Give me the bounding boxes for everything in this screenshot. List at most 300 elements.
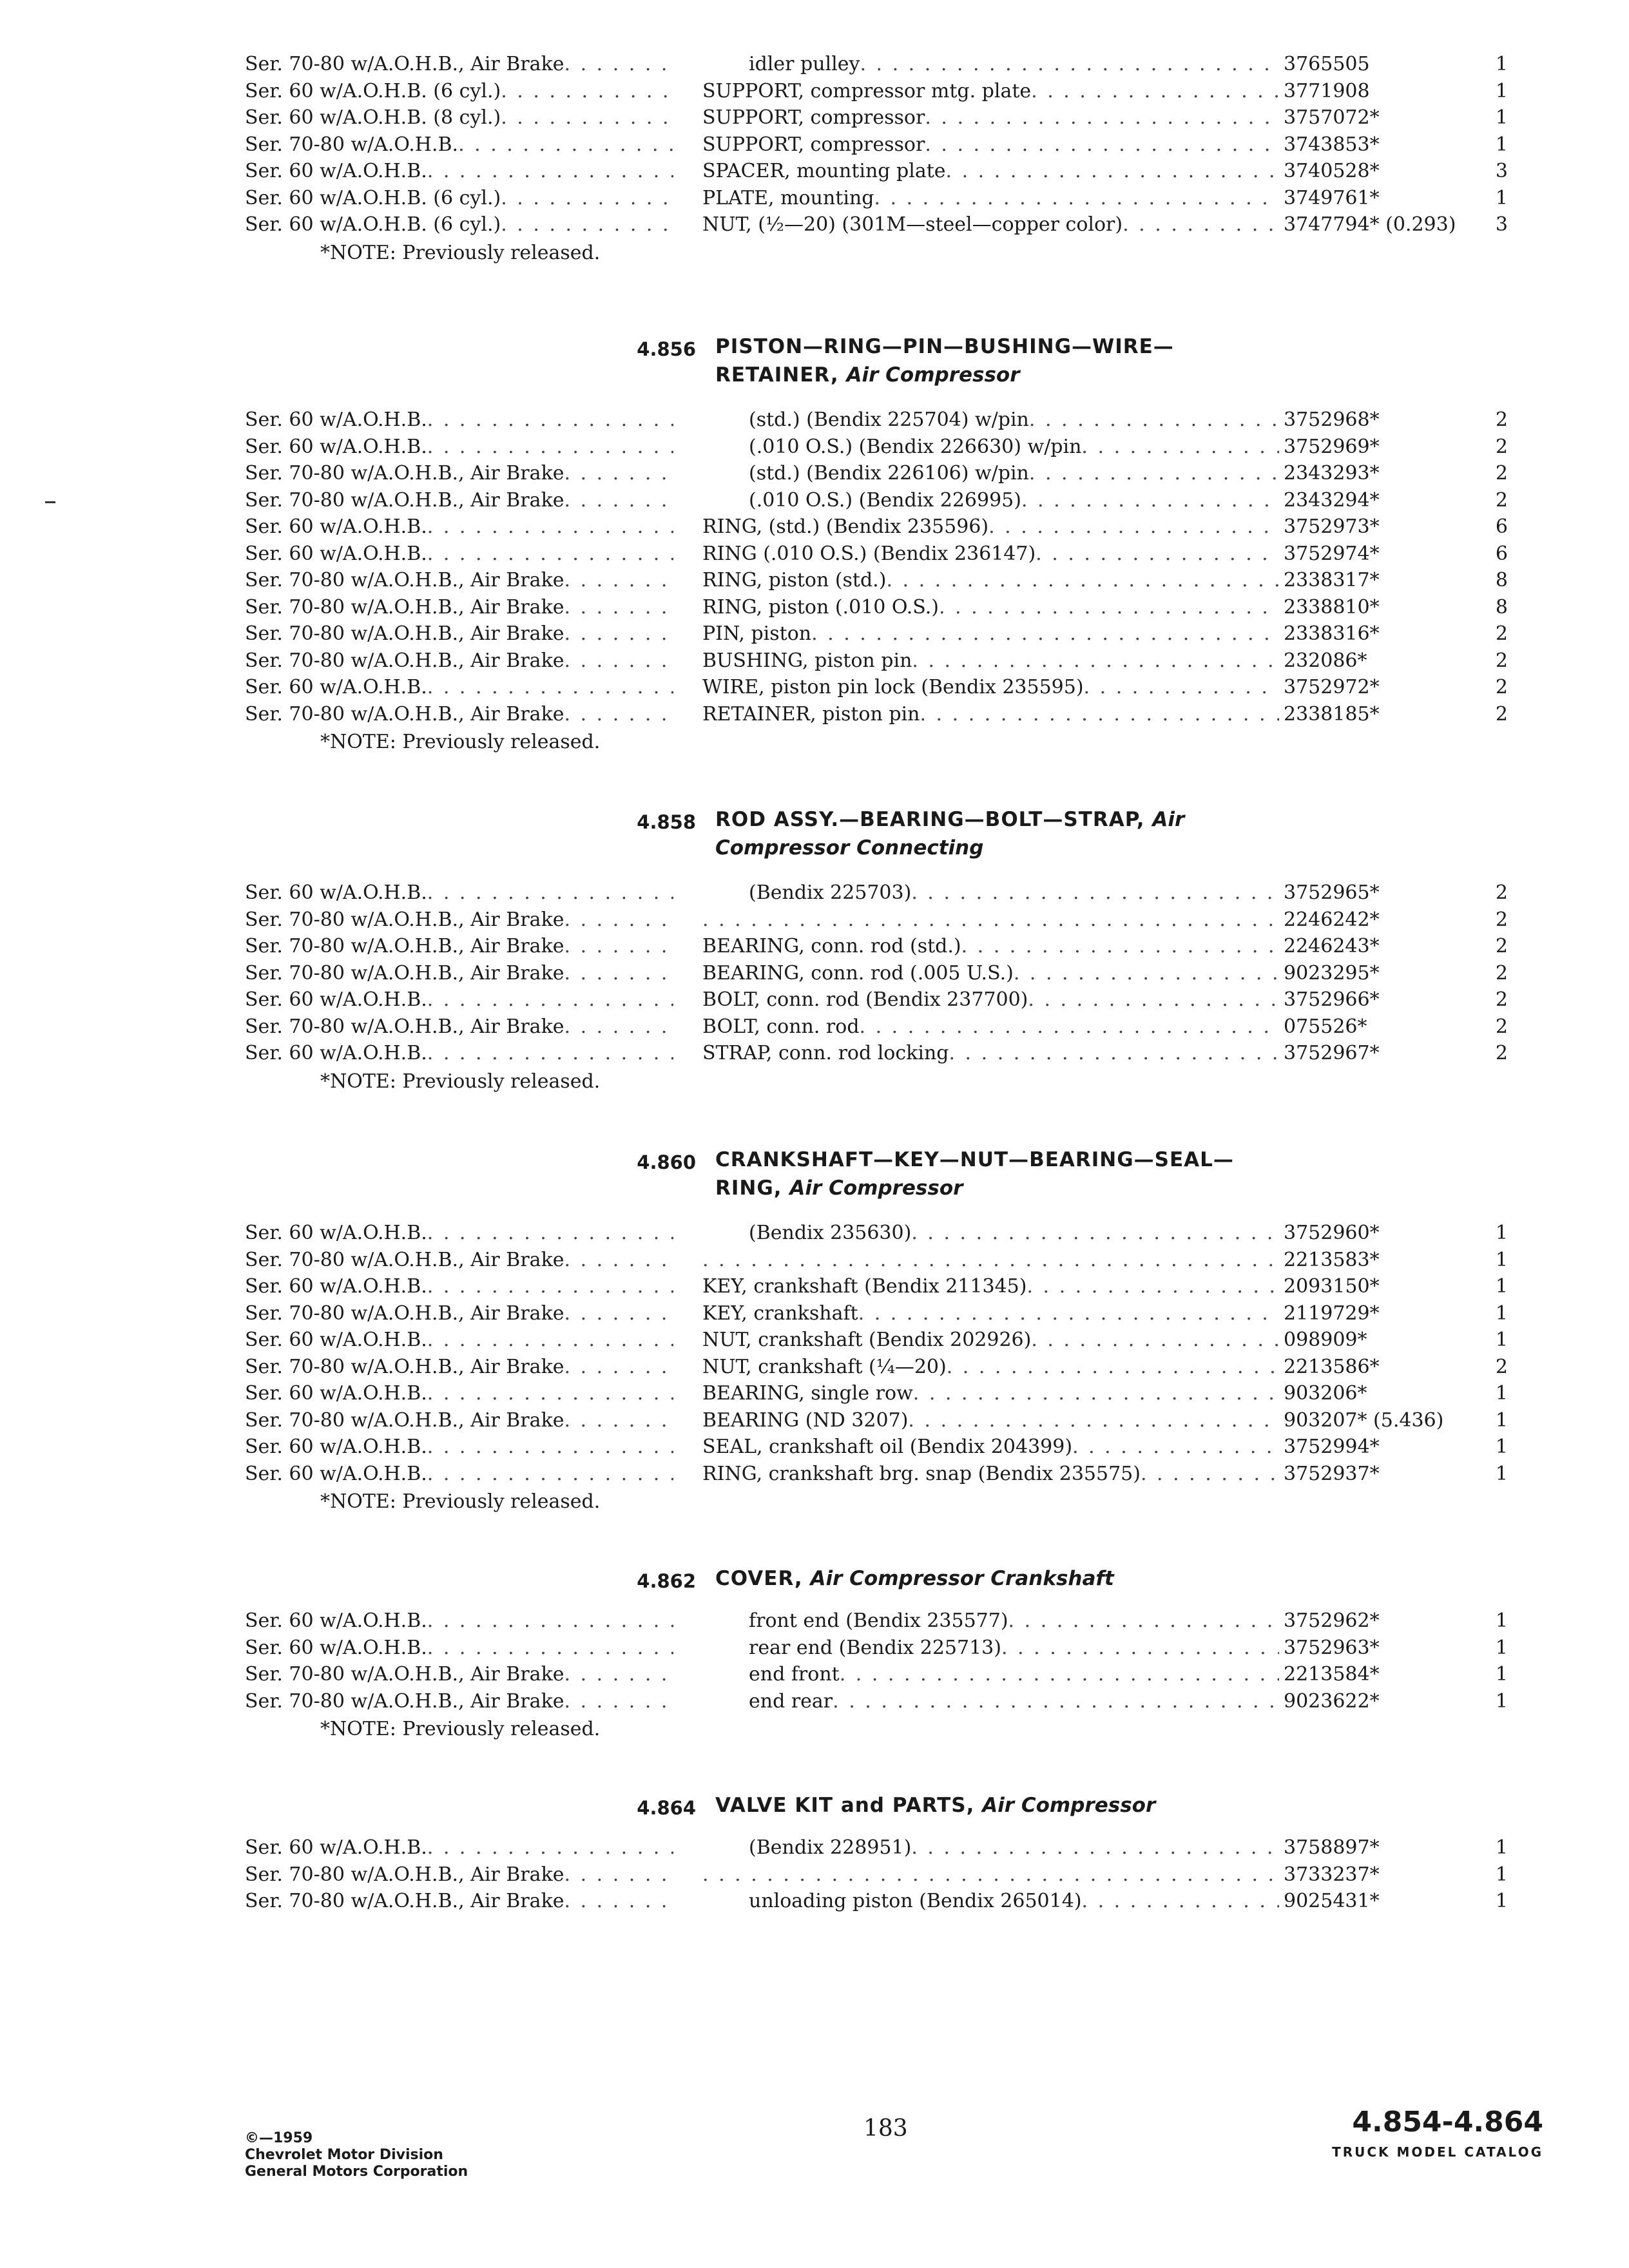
part-description: NUT, (½—20) (301M—steel—copper color) — [702, 213, 1123, 236]
series-cell — [245, 1247, 673, 1273]
table-row — [245, 1888, 1547, 1914]
part-cell — [702, 880, 1279, 906]
series-cell — [245, 132, 673, 158]
part-number: 2343293* — [1284, 462, 1380, 485]
series-cell — [245, 1608, 673, 1634]
series-cell — [245, 648, 673, 674]
part-number: 3740528* — [1284, 160, 1380, 182]
part-cell — [702, 934, 1279, 959]
part-number: 2213584* — [1284, 1663, 1380, 1686]
series-cell — [245, 675, 673, 700]
series-text: Ser. 70-80 w/A.O.H.B., Air Brake — [245, 1355, 564, 1378]
part-number: 2343294* — [1284, 488, 1380, 512]
part-number: 3752973* — [1284, 515, 1380, 538]
series-text: Ser. 70-80 w/A.O.H.B., Air Brake — [245, 1863, 564, 1886]
series-cell — [245, 79, 673, 104]
series-text: Ser. 70-80 w/A.O.H.B., Air Brake — [245, 935, 564, 957]
part-number: 3752965* — [1284, 881, 1380, 904]
part-description: BEARING, conn. rod (std.) — [702, 935, 961, 957]
quantity: 1 — [1495, 1836, 1508, 1859]
quantity: 2 — [1495, 908, 1508, 931]
series-cell — [245, 1434, 673, 1460]
part-number: 3752966* — [1284, 988, 1380, 1011]
footer-publisher — [245, 2130, 468, 2180]
section-range: 4.854-4.864 — [1352, 2106, 1543, 2138]
part-cell — [702, 1662, 1279, 1687]
table-row — [245, 79, 1547, 104]
part-cell — [702, 1408, 1279, 1434]
part-description: BUSHING, piston pin — [702, 649, 912, 672]
series-text: Ser. 70-80 w/A.O.H.B., Air Brake — [245, 622, 564, 645]
leader-dots — [925, 105, 1279, 131]
part-number: 2246242* — [1284, 908, 1380, 931]
leader-dots — [1081, 434, 1279, 460]
section-title-main: RING, — [715, 1177, 782, 1200]
part-description: RING, (std.) (Bendix 235596) — [702, 515, 989, 538]
leader-dots — [1014, 961, 1279, 986]
leader-dots — [1031, 79, 1279, 104]
quantity: 1 — [1495, 1302, 1508, 1325]
part-number: 3752967* — [1284, 1042, 1380, 1064]
part-description: end rear — [749, 1689, 833, 1713]
leader-dots — [564, 1662, 674, 1687]
table-row — [245, 961, 1547, 986]
leader-dots — [858, 1301, 1279, 1327]
part-cell — [702, 488, 1279, 514]
part-number: 3752963* — [1284, 1636, 1380, 1659]
series-cell — [245, 159, 673, 184]
quantity: 2 — [1495, 462, 1508, 485]
series-cell — [245, 1381, 673, 1407]
part-number: 3747794* (0.293) — [1284, 213, 1456, 236]
series-text: Ser. 70-80 w/A.O.H.B., Air Brake — [245, 462, 564, 485]
part-cell — [702, 1220, 1279, 1246]
section-title — [715, 1146, 1234, 1202]
series-cell — [245, 1408, 673, 1434]
part-cell — [702, 514, 1279, 540]
quantity: 1 — [1495, 1382, 1508, 1405]
leader-dots — [427, 541, 673, 567]
part-cell — [702, 1608, 1279, 1634]
section-title-sub: Air Compressor Crankshaft — [810, 1567, 1114, 1590]
series-text: Ser. 60 w/A.O.H.B. — [245, 1436, 427, 1458]
section-number: 4.862 — [637, 1570, 696, 1592]
margin-mark — [45, 501, 55, 503]
leader-dots — [908, 1408, 1279, 1434]
leader-dots — [1036, 541, 1279, 567]
section-title-sub: Air Compressor — [846, 363, 1020, 387]
series-cell — [245, 407, 673, 433]
part-description: PLATE, mounting — [702, 186, 874, 209]
leader-dots — [564, 1408, 674, 1434]
leader-dots — [1072, 1434, 1279, 1460]
part-description: SEAL, crankshaft oil (Bendix 204399) — [702, 1436, 1073, 1458]
part-number: 2246243* — [1284, 935, 1380, 957]
quantity: 1 — [1495, 1462, 1508, 1485]
part-description: front end (Bendix 235577) — [749, 1610, 1008, 1632]
part-number: 903207* (5.436) — [1284, 1408, 1444, 1432]
series-text: Ser. 60 w/A.O.H.B. — [245, 988, 427, 1011]
part-description: KEY, crankshaft (Bendix 211345) — [702, 1275, 1027, 1298]
table-row — [245, 934, 1547, 959]
section-title-sub: Compressor Connecting — [715, 836, 984, 860]
table-row — [245, 1689, 1547, 1715]
table-row — [245, 1220, 1547, 1246]
table-row — [245, 186, 1547, 211]
leader-dots — [1008, 1608, 1279, 1634]
series-text: Ser. 60 w/A.O.H.B. (6 cyl.) — [245, 79, 501, 102]
series-text: Ser. 70-80 w/A.O.H.B., Air Brake — [245, 488, 564, 512]
series-cell — [245, 961, 673, 986]
leader-dots — [702, 1862, 1279, 1888]
leader-dots — [911, 880, 1279, 906]
part-description: end front — [749, 1663, 840, 1686]
leader-dots — [1123, 212, 1279, 238]
part-number: 2338810* — [1284, 595, 1380, 619]
section-title-sub: Air Compressor — [789, 1177, 963, 1200]
part-description: RETAINER, piston pin — [702, 702, 920, 726]
part-number: 9023295* — [1284, 961, 1380, 985]
part-cell — [702, 1327, 1279, 1353]
table-row — [245, 461, 1547, 486]
part-description: SUPPORT, compressor — [702, 133, 925, 156]
quantity: 2 — [1495, 435, 1508, 458]
series-text: Ser. 70-80 w/A.O.H.B., Air Brake — [245, 1689, 564, 1713]
part-number: 903206* — [1284, 1382, 1367, 1405]
section-title-line — [715, 1791, 1155, 1820]
part-description: (std.) (Bendix 226106) w/pin — [749, 462, 1029, 485]
part-number: 3752969* — [1284, 435, 1380, 458]
leader-dots — [427, 1327, 673, 1353]
series-cell — [245, 1014, 673, 1040]
part-cell — [702, 621, 1279, 647]
series-text: Ser. 60 w/A.O.H.B. — [245, 1636, 427, 1659]
quantity: 1 — [1495, 1689, 1508, 1713]
quantity: 1 — [1495, 1222, 1508, 1244]
leader-dots — [564, 702, 674, 727]
leader-dots — [427, 1220, 673, 1246]
quantity: 6 — [1495, 515, 1508, 538]
leader-dots — [501, 186, 673, 211]
series-text: Ser. 60 w/A.O.H.B. (6 cyl.) — [245, 186, 501, 209]
part-description: BEARING (ND 3207) — [702, 1408, 909, 1432]
table-row — [245, 1461, 1547, 1487]
series-text: Ser. 60 w/A.O.H.B. (8 cyl.) — [245, 106, 501, 129]
part-number: 3752937* — [1284, 1462, 1380, 1485]
footnote: *NOTE: Previously released. — [320, 1490, 601, 1513]
leader-dots — [564, 488, 674, 514]
quantity: 1 — [1495, 79, 1508, 102]
leader-dots — [427, 407, 673, 433]
series-text: Ser. 70-80 w/A.O.H.B., Air Brake — [245, 569, 564, 591]
series-cell — [245, 880, 673, 906]
quantity: 2 — [1495, 649, 1508, 672]
leader-dots — [501, 212, 673, 238]
section-title-line — [715, 361, 1174, 389]
leader-dots — [1029, 407, 1279, 433]
series-cell — [245, 1301, 673, 1327]
table-row — [245, 675, 1547, 700]
part-cell — [702, 1301, 1279, 1327]
table-row — [245, 514, 1547, 540]
leader-dots — [501, 79, 673, 104]
leader-dots — [564, 568, 674, 593]
part-cell — [702, 568, 1279, 593]
part-description: RING, crankshaft brg. snap (Bendix 235575) — [702, 1462, 1141, 1485]
table-row — [245, 1835, 1547, 1861]
series-text: Ser. 70-80 w/A.O.H.B., Air Brake — [245, 649, 564, 672]
part-number: 3733237* — [1284, 1863, 1380, 1886]
section-title-line — [715, 1174, 1234, 1202]
section-title-main: PISTON—RING—PIN—BUSHING—WIRE— — [715, 335, 1174, 358]
leader-dots — [564, 907, 674, 933]
leader-dots — [946, 159, 1279, 184]
section-title-main: VALVE KIT and PARTS, — [715, 1794, 975, 1817]
leader-dots — [564, 1014, 674, 1040]
part-cell — [702, 52, 1279, 77]
part-description: SPACER, mounting plate — [702, 160, 946, 182]
part-description: SUPPORT, compressor mtg. plate — [702, 79, 1032, 102]
part-description: BEARING, single row — [702, 1382, 913, 1405]
part-cell — [702, 1635, 1279, 1661]
section-title-sub: Air — [1152, 808, 1185, 831]
part-cell — [702, 541, 1279, 567]
quantity: 2 — [1495, 1042, 1508, 1064]
quantity: 1 — [1495, 1436, 1508, 1458]
quantity: 1 — [1495, 1248, 1508, 1271]
series-cell — [245, 1220, 673, 1246]
footer-corporation: General Motors Corporation — [245, 2164, 468, 2180]
leader-dots — [427, 987, 673, 1013]
section-number: 4.864 — [637, 1797, 696, 1819]
quantity: 2 — [1495, 881, 1508, 904]
table-row — [245, 1354, 1547, 1380]
part-cell — [702, 186, 1279, 211]
quantity: 3 — [1495, 213, 1508, 236]
section-title-line — [715, 834, 1184, 862]
leader-dots — [1027, 1274, 1279, 1300]
table-row — [245, 1274, 1547, 1300]
leader-dots — [564, 1862, 674, 1888]
part-cell — [702, 212, 1279, 238]
leader-dots — [427, 675, 673, 700]
leader-dots — [427, 434, 673, 460]
leader-dots — [564, 961, 674, 986]
part-cell — [702, 1835, 1279, 1861]
part-number: 3752962* — [1284, 1610, 1380, 1632]
series-text: Ser. 60 w/A.O.H.B. — [245, 1462, 427, 1485]
section-title-main: CRANKSHAFT—KEY—NUT—BEARING—SEAL— — [715, 1148, 1234, 1171]
part-description: (std.) (Bendix 225704) w/pin — [749, 408, 1029, 431]
part-description: idler pulley — [749, 53, 860, 75]
table-row — [245, 1301, 1547, 1327]
part-number: 2338185* — [1284, 702, 1380, 726]
section-title — [715, 1564, 1114, 1593]
table-row — [245, 407, 1547, 433]
part-cell — [702, 159, 1279, 184]
quantity: 2 — [1495, 1355, 1508, 1378]
part-number: 098909* — [1284, 1329, 1367, 1351]
section-title-main: RETAINER, — [715, 363, 839, 387]
leader-dots — [427, 1835, 673, 1861]
series-cell — [245, 1888, 673, 1914]
series-cell — [245, 1635, 673, 1661]
leader-dots — [912, 648, 1279, 674]
leader-dots — [860, 52, 1279, 77]
series-cell — [245, 461, 673, 486]
part-cell — [702, 907, 1279, 933]
table-row — [245, 987, 1547, 1013]
leader-dots — [427, 1274, 673, 1300]
table-row — [245, 1327, 1547, 1353]
part-cell — [702, 461, 1279, 486]
series-text: Ser. 60 w/A.O.H.B. — [245, 408, 427, 431]
leader-dots — [1082, 1888, 1279, 1914]
table-row — [245, 132, 1547, 158]
part-cell — [702, 675, 1279, 700]
quantity: 2 — [1495, 988, 1508, 1011]
series-cell — [245, 212, 673, 238]
part-cell — [702, 1354, 1279, 1380]
series-cell — [245, 568, 673, 593]
part-cell — [702, 1041, 1279, 1066]
part-description: STRAP, conn. rod locking — [702, 1042, 949, 1064]
quantity: 2 — [1495, 935, 1508, 957]
leader-dots — [427, 514, 673, 540]
part-cell — [702, 987, 1279, 1013]
part-description: NUT, crankshaft (¼—20) — [702, 1355, 947, 1378]
part-description: (Bendix 225703) — [749, 881, 912, 904]
quantity: 2 — [1495, 702, 1508, 726]
part-number: 3749761* — [1284, 186, 1380, 209]
series-text: Ser. 60 w/A.O.H.B. — [245, 1836, 427, 1859]
leader-dots — [911, 1835, 1279, 1861]
leader-dots — [564, 52, 674, 77]
table-row — [245, 648, 1547, 674]
series-cell — [245, 934, 673, 959]
leader-dots — [947, 1354, 1279, 1380]
quantity: 1 — [1495, 1863, 1508, 1886]
section-title — [715, 332, 1174, 389]
part-number: 3743853* — [1284, 133, 1380, 156]
section-title — [715, 1791, 1155, 1820]
leader-dots — [427, 1461, 673, 1487]
part-description: PIN, piston — [702, 622, 812, 645]
leader-dots — [911, 1220, 1279, 1246]
footer-copyright: ©—1959 — [245, 2130, 313, 2146]
part-number: 2213583* — [1284, 1248, 1380, 1271]
series-cell — [245, 1274, 673, 1300]
part-description: (Bendix 228951) — [749, 1836, 912, 1859]
series-text: Ser. 70-80 w/A.O.H.B., Air Brake — [245, 961, 564, 985]
leader-dots — [913, 1381, 1279, 1407]
leader-dots — [564, 1689, 674, 1715]
part-description: (.010 O.S.) (Bendix 226995) — [749, 488, 1021, 512]
series-text: Ser. 70-80 w/A.O.H.B., Air Brake — [245, 53, 564, 75]
series-cell — [245, 1327, 673, 1353]
quantity: 1 — [1495, 1329, 1508, 1351]
part-number: 9025431* — [1284, 1890, 1380, 1912]
quantity: 1 — [1495, 133, 1508, 156]
quantity: 1 — [1495, 1408, 1508, 1432]
section-title-line — [715, 805, 1184, 834]
leader-dots — [1029, 461, 1279, 486]
part-cell — [702, 1274, 1279, 1300]
leader-dots — [564, 934, 674, 959]
leader-dots — [840, 1662, 1279, 1687]
footnote: *NOTE: Previously released. — [320, 1070, 601, 1093]
table-row — [245, 105, 1547, 131]
table-row — [245, 488, 1547, 514]
series-text: Ser. 60 w/A.O.H.B. — [245, 1275, 427, 1298]
part-cell — [702, 1381, 1279, 1407]
table-row — [245, 1381, 1547, 1407]
leader-dots — [564, 621, 674, 647]
table-row — [245, 595, 1547, 620]
quantity: 1 — [1495, 1275, 1508, 1298]
quantity: 1 — [1495, 1636, 1508, 1659]
table-row — [245, 1862, 1547, 1888]
series-text: Ser. 70-80 w/A.O.H.B., Air Brake — [245, 1302, 564, 1325]
table-row — [245, 907, 1547, 933]
section-title-line — [715, 1564, 1114, 1593]
series-cell — [245, 702, 673, 727]
part-cell — [702, 434, 1279, 460]
table-row — [245, 434, 1547, 460]
part-description: KEY, crankshaft — [702, 1302, 858, 1325]
leader-dots — [949, 1041, 1279, 1066]
part-number: 3752994* — [1284, 1436, 1380, 1458]
table-row — [245, 212, 1547, 238]
table-row — [245, 52, 1547, 77]
part-number: 075526* — [1284, 1015, 1367, 1038]
quantity: 6 — [1495, 542, 1508, 565]
series-text: Ser. 70-80 w/A.O.H.B., Air Brake — [245, 1015, 564, 1038]
series-cell — [245, 541, 673, 567]
part-cell — [702, 105, 1279, 131]
part-description: BEARING, conn. rod (.005 U.S.) — [702, 961, 1014, 985]
quantity: 1 — [1495, 1610, 1508, 1632]
footnote: *NOTE: Previously released. — [320, 731, 601, 753]
part-description: RING, piston (.010 O.S.) — [702, 595, 939, 619]
leader-dots — [920, 702, 1279, 727]
table-row — [245, 1608, 1547, 1634]
series-text: Ser. 60 w/A.O.H.B. — [245, 1610, 427, 1632]
leader-dots — [1021, 488, 1279, 514]
section-title-sub: Air Compressor — [982, 1794, 1156, 1817]
quantity: 2 — [1495, 961, 1508, 985]
part-description: (Bendix 235630) — [749, 1222, 912, 1244]
footer-division: Chevrolet Motor Division — [245, 2147, 443, 2163]
part-cell — [702, 79, 1279, 104]
series-text: Ser. 60 w/A.O.H.B. — [245, 881, 427, 904]
leader-dots — [564, 648, 674, 674]
section-number: 4.860 — [637, 1151, 696, 1173]
part-description: BOLT, conn. rod (Bendix 237700) — [702, 988, 1028, 1011]
table-row — [245, 1247, 1547, 1273]
leader-dots — [427, 880, 673, 906]
part-description: WIRE, piston pin lock (Bendix 235595) — [702, 676, 1084, 698]
part-description: SUPPORT, compressor — [702, 106, 925, 129]
quantity: 2 — [1495, 488, 1508, 512]
leader-dots — [564, 1354, 674, 1380]
quantity: 1 — [1495, 186, 1508, 209]
series-text: Ser. 60 w/A.O.H.B. — [245, 542, 427, 565]
section-title-line — [715, 1146, 1234, 1174]
table-row — [245, 159, 1547, 184]
quantity: 1 — [1495, 53, 1508, 75]
series-text: Ser. 70-80 w/A.O.H.B., Air Brake — [245, 702, 564, 726]
